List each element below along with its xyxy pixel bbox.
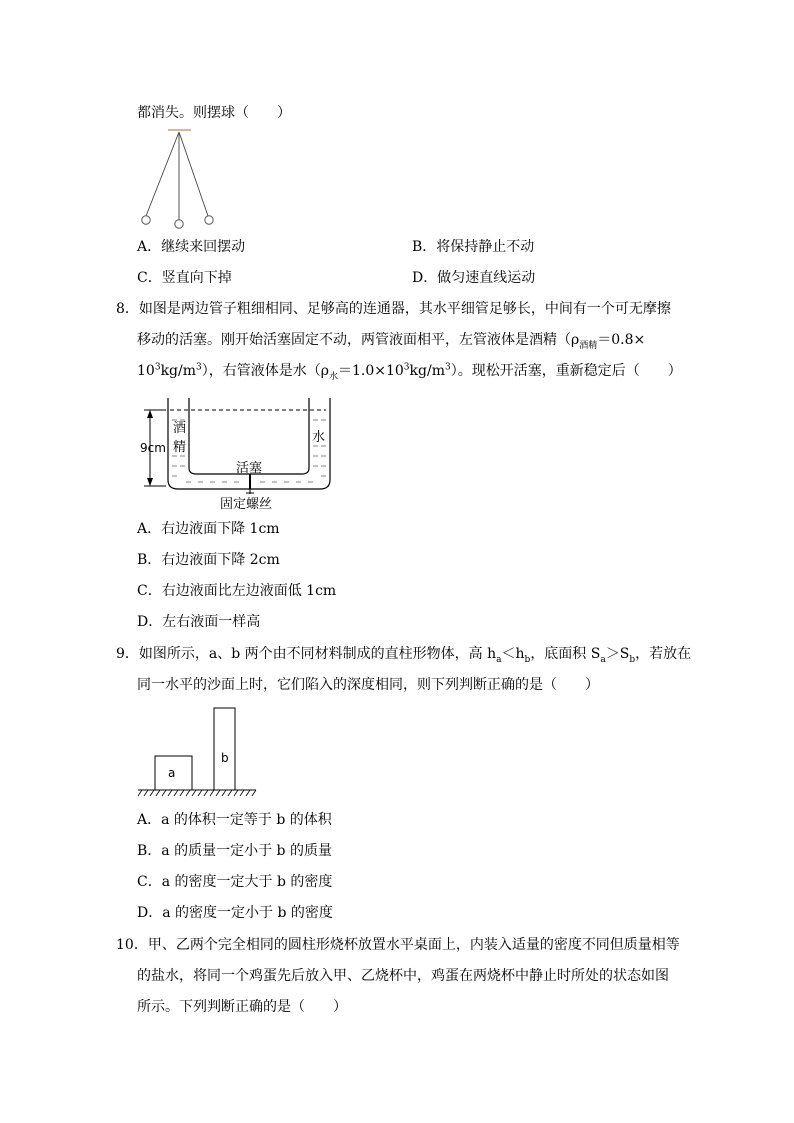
pendulum-ball-center [175,220,183,228]
q7-option-a: A．继续来回摆动 [137,239,246,255]
screw-label: 固定螺丝 [220,497,273,512]
q8-stem-line2: 移动的活塞。刚开始活塞固定不动，两管液面相平，左管液体是酒精（$\rho_{酒精}=0.8\times$ [137,332,646,351]
pendulum-ball-left [142,216,150,224]
q10-stem-line1: 10．甲、乙两个完全相同的圆柱形烧杯放置水平桌面上，内装入适量的密度不同但质量相等 [116,937,680,953]
q7-option-c: C．竖直向下掉 [137,270,232,286]
right-liquid-label: 水 [312,430,326,445]
height-label: 9cm [140,441,166,455]
q7-option-b: B．将保持静止不动 [412,239,535,255]
q10-stem-line3: 所示。下列判断正确的是（ ） [137,999,347,1015]
q10-stem-line2: 的盐水，将同一个鸡蛋先后放入甲、乙烧杯中，鸡蛋在两烧杯中静止时所处的状态如图 [137,968,669,984]
object-b-label: b [221,751,229,765]
pendulum-ball-right [205,216,213,224]
q8-option-d: D．左右液面一样高 [137,614,261,630]
connected-vessel-figure [136,396,376,516]
q9-option-c: C．a 的密度一定大于 b 的密度 [137,874,333,890]
left-liquid-label-2: 精 [173,440,187,455]
q9-option-a: A．a 的体积一定等于 b 的体积 [137,812,332,828]
object-a-label: a [168,766,176,780]
q8-option-a: A．右边液面下降 1cm [137,521,280,537]
q8-option-c: C．右边液面比左边液面低 1cm [137,583,337,599]
q8-stem-line1: 8．如图是两边管子粗细相同、足够高的连通器，其水平细管足够长，中间有一个可无摩擦 [116,301,671,317]
q9-stem-line1: 9．如图所示，a、b 两个由不同材料制成的直柱形物体，高 $h_a<h_b$，底面积 $S_a>S_b$，若放在 [116,646,692,665]
q8-option-b: B．右边液面下降 2cm [137,552,280,568]
q9-stem-line2: 同一水平的沙面上时，它们陷入的深度相同，则下列判断正确的是（ ） [137,677,599,693]
piston-label: 活塞 [236,461,263,476]
pendulum-figure [130,124,230,234]
object-b [214,708,235,790]
q9-option-b: B．a 的质量一定小于 b 的质量 [137,843,332,859]
q7-stem-tail: 都消失。则摆球（ ） [137,105,291,121]
q9-option-d: D．a 的密度一定小于 b 的密度 [137,905,333,921]
q8-stem-line3: $10^3kg/m^3$），右管液体是水$(\rho_水=1.0\times 10^3kg/m^3)$。现松开活塞，重新稳定后（ ） [137,362,682,382]
left-liquid-label-1: 酒 [173,421,187,436]
q7-option-d: D．做匀速直线运动 [412,270,536,286]
cylinders-figure [136,704,276,800]
